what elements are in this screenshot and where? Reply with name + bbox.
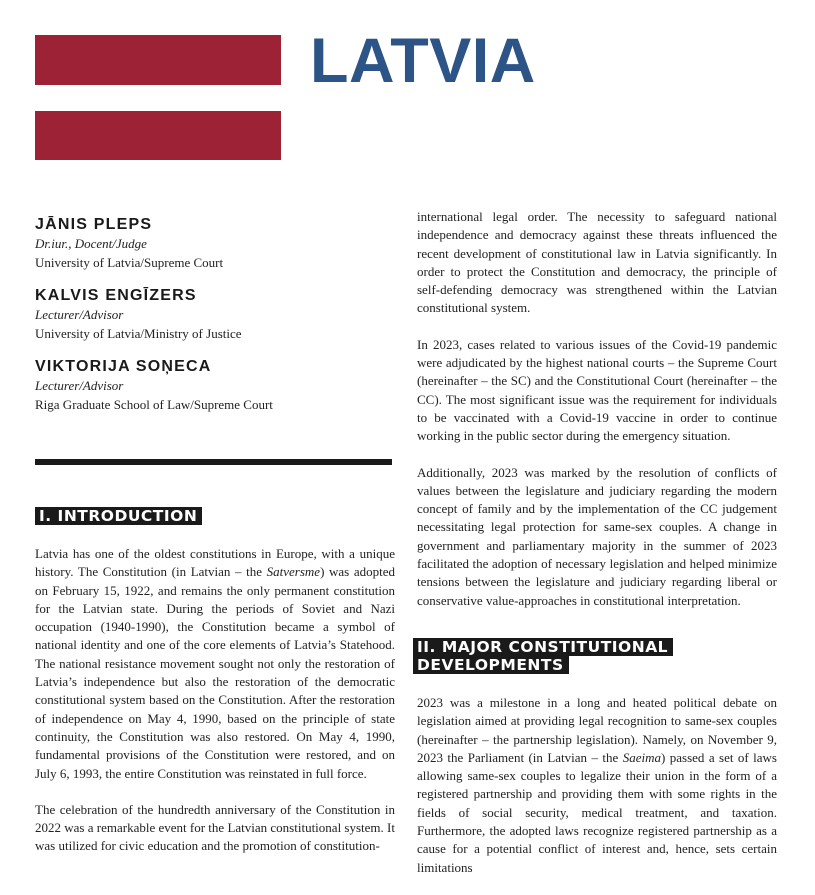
right-paragraph-1: international legal order. The necessity to safeguard national independence and democracy against these threats influenced the recent development of constitutional law in Latvia significantly. In order to protect the Constitution and democracy, the principle of self-defending democracy was strengthened within the Latvian constitutional system. — [417, 209, 777, 316]
author-list — [35, 214, 395, 427]
author-role: Lecturer/Advisor — [35, 307, 124, 322]
heading-introduction-text: I. INTRODUCTION — [35, 507, 202, 525]
intro-paragraph-2: The celebration of the hundredth anniversary of the Constitution in 2022 was a remarkable event for the Latvian constitutional system. It was utilized for civic education and the promotion of constitution- — [35, 801, 395, 854]
major-p1-start: 2023 was a milestone in a long and heated political debate on legislation aimed at providing legal recognition to same-sex couples (hereinafter – the partnership legislation). Namely, on November 9, 2023 the Parliament (in Latvian – the — [417, 695, 777, 765]
heading-introduction — [35, 507, 202, 525]
left-column — [35, 545, 395, 874]
author-name: VIKTORIJA SOŅECA — [35, 358, 212, 375]
major-paragraph-1 — [417, 694, 777, 877]
major-p1-italic: Saeima — [622, 749, 661, 765]
intro-p1-italic: Satversme — [266, 564, 321, 580]
author-affiliation: University of Latvia/Ministry of Justice — [35, 326, 242, 341]
right-paragraph-3: Additionally, 2023 was marked by the resolution of conflicts of values between the legislature and judiciary regarding the modern concept of family and by the implementation of the CC judgement necessitating legal protection for same-sex couples. A change in government and parliamentary majority in the summer of 2023 facilitated the adoption of necessary legislation and helped minimize tensions between the legislature and judiciary regarding liberal or conservative value-approaches in constitutional interpretation. — [417, 464, 777, 608]
intro-p1-start: Latvia has one of the oldest constitutions in Europe, with a unique history. The Constitution (in Latvian – the — [35, 546, 395, 580]
flag-stripe-bottom — [35, 111, 281, 160]
author-affiliation: Riga Graduate School of Law/Supreme Court — [35, 397, 273, 412]
author-name: KALVIS ENGĪZERS — [35, 287, 197, 304]
author-entry — [35, 356, 395, 414]
major-p1-end: ) passed a set of laws allowing same-sex couples to legalize their union in the form of a registered partnership and providing them with some rights in the fields of social security, medical treatment, and taxation. Furthermore, the adopted laws recognize registered partnership as a cause for a potential conflict of interest and, hence, sets certain limitations — [417, 749, 777, 875]
author-role: Dr.iur., Docent/Judge — [35, 236, 147, 251]
author-entry — [35, 214, 395, 272]
author-affiliation: University of Latvia/Supreme Court — [35, 255, 224, 270]
right-column-bottom — [417, 694, 777, 895]
right-column-top — [417, 208, 777, 628]
intro-paragraph-1 — [35, 545, 395, 783]
author-name: JĀNIS PLEPS — [35, 216, 153, 233]
heading-major-developments — [413, 638, 713, 674]
right-paragraph-2: In 2023, cases related to various issues of the Covid-19 pandemic were adjudicated by the highest national courts – the Supreme Court (hereinafter – the SC) and the Constitutional Court (hereinafter – the CC). The most significant issue was the requirement for individuals to be vaccinated with a Covid-19 vaccine in order to continue working in the public sector during the emergency situation. — [417, 336, 777, 444]
section-divider — [35, 459, 392, 465]
intro-p1-end: ) was adopted on February 15, 1922, and remains the only permanent constitution for the Latvian state. During the periods of Soviet and Nazi occupation (1940-1990), the Constitution became a symbol of national identity and one of the core elements of Latvia’s Statehood. The national resistance movement sought not only the restoration of Latvia’s independence but also the restoration of the democratic constitutional system based on the Constitution. After the restoration of independence on May 4, 1990, based on the principle of state continuity, the Constitution was also restored. On May 4, 1990, fundamental provisions of the Constitution were restored, and on July 6, 1993, the entire Constitution was reinstated in full force. — [35, 564, 395, 781]
page-title: LATVIA — [310, 26, 536, 96]
flag-stripe-top — [35, 35, 281, 85]
heading-major-developments-text: II. MAJOR CONSTITUTIONAL DEVELOPMENTS — [413, 638, 673, 674]
author-entry — [35, 285, 395, 343]
author-role: Lecturer/Advisor — [35, 378, 124, 393]
